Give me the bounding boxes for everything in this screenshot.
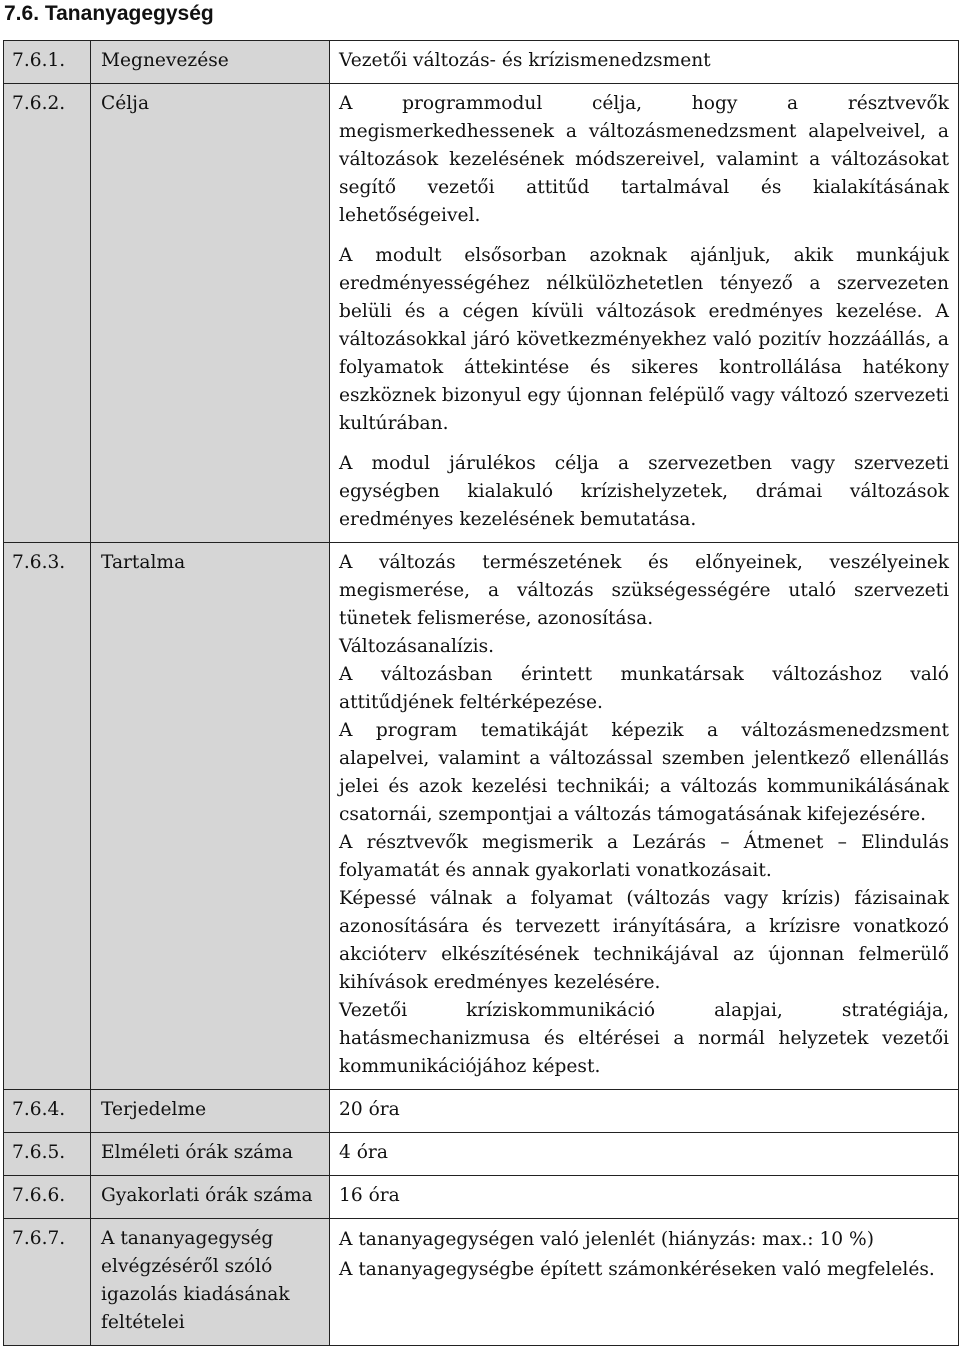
row-number: 7.6.4. [4,1090,91,1133]
content-line: A változás természetének és előnyeinek, veszélyeinek megismerése, a változás szükségességére utaló szervezeti tünetek felismerése, azonosítása. [339,552,949,629]
condition-line: A tananyagegységen való jelenlét (hiányzás: max.: 10 %) [339,1229,874,1250]
row-value [330,1090,959,1133]
table-row [4,1133,959,1176]
table-row [4,1090,959,1133]
value-paragraph: Vezetői változás- és krízismenedzsment [339,50,711,71]
row-value [330,41,959,84]
row-number: 7.6.1. [4,41,91,84]
row-number: 7.6.5. [4,1133,91,1176]
row-number: 7.6.2. [4,84,91,543]
value-paragraph: 16 óra [339,1185,400,1206]
table-row [4,84,959,543]
row-number: 7.6.6. [4,1176,91,1219]
content-line: A résztvevők megismerik a Lezárás – Átmenet – Elindulás folyamatát és annak gyakorlati vonatkozásait. [339,832,949,881]
row-value [330,1133,959,1176]
row-number: 7.6.7. [4,1219,91,1346]
row-value [330,543,959,1090]
table-row [4,543,959,1090]
value-paragraph: A programmodul célja, hogy a résztvevők megismerkedhessenek a változásmenedzsment alapelveivel, a változások kezelésének módszereivel, valamint a változásokat segítő vezetői attitűd tartalmával és kialakításának lehetőségeivel. [339,93,949,226]
row-label: Tartalma [91,543,330,1090]
row-label: Megnevezése [91,41,330,84]
course-unit-table [3,40,959,1346]
row-label: A tananyagegység elvégzéséről szóló igazolás kiadásának feltételei [91,1219,330,1346]
value-paragraph: A modult elsősorban azoknak ajánljuk, akik munkájuk eredményességéhez nélkülözhetetlen tényező a szervezeten belüli és a cégen kívüli változások eredményes kezelése. A változásokkal járó következményekhez való pozitív hozzáállás, a folyamatok áttekintése és sikeres kontrollálása hatékony eszköznek bizonyul egy újonnan felépülő vagy változó szervezeti kultúrában. [339,245,949,434]
content-line: A változásban érintett munkatársak változáshoz való attitűdjének feltérképezése. [339,664,949,713]
content-line: A program tematikáját képezik a változásmenedzsment alapelvei, valamint a változással szemben jelentkező ellenállás jelei és azok kezelési technikái; a változás kommunikálásának csatornái, szempontjai a változás támogatásának kifejezésére. [339,720,949,825]
table-row [4,41,959,84]
row-number: 7.6.3. [4,543,91,1090]
value-paragraph: 4 óra [339,1142,388,1163]
row-value [330,1176,959,1219]
table-row [4,1219,959,1346]
row-label: Terjedelme [91,1090,330,1133]
row-label: Gyakorlati órák száma [91,1176,330,1219]
section-heading: 7.6. Tananyagegység [4,2,214,25]
content-line: Vezetői kríziskommunikáció alapjai, stratégiája, hatásmechanizmusa és eltérései a normál helyzetek vezetői kommunikációjához képest. [339,1000,949,1077]
row-value [330,1219,959,1346]
condition-line: A tananyagegységbe épített számonkéréseken való megfelelés. [339,1259,935,1280]
row-label: Célja [91,84,330,543]
value-paragraph: A modul járulékos célja a szervezetben vagy szervezeti egységben kialakuló krízishelyzetek, drámai változások eredményes kezelésének bemutatása. [339,453,949,530]
content-line: Változásanalízis. [339,636,495,657]
content-line: Képessé válnak a folyamat (változás vagy krízis) fázisainak azonosítására és tervezett irányítására, a krízisre vonatkozó akcióterv elkészítésének technikájával az újonnan felmerülő kihívások eredményes kezelésére. [339,888,949,993]
value-paragraph: 20 óra [339,1099,400,1120]
table-row [4,1176,959,1219]
row-value [330,84,959,543]
row-label: Elméleti órák száma [91,1133,330,1176]
